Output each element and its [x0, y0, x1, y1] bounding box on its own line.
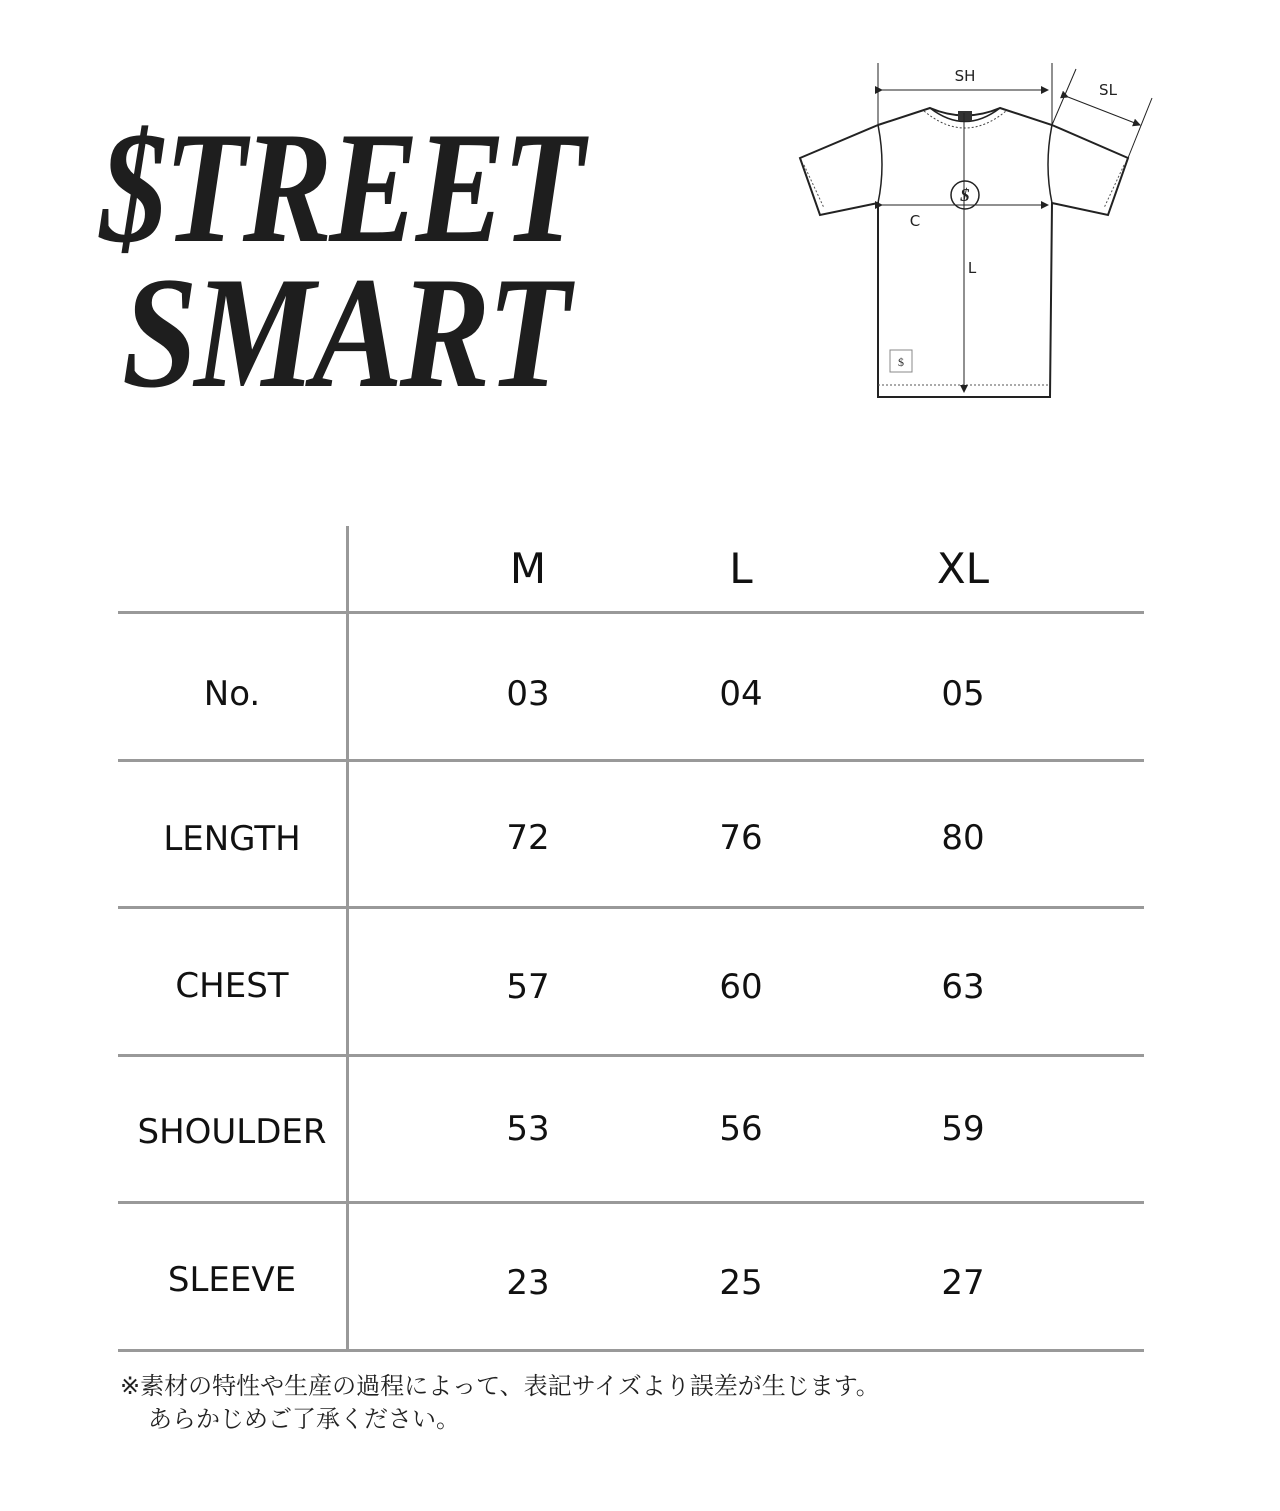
table-column-divider — [346, 526, 349, 1352]
cell-length-xl: 80 — [941, 818, 985, 858]
tshirt-measurement-diagram — [790, 55, 1170, 405]
cell-shoulder-xl: 59 — [941, 1109, 985, 1149]
table-row-divider — [118, 759, 1144, 762]
size-header-l: L — [729, 544, 753, 593]
cell-chest-m: 57 — [506, 967, 550, 1007]
table-row-divider — [118, 1054, 1144, 1057]
size-header-m: M — [509, 544, 547, 593]
row-label-shoulder: SHOULDER — [137, 1112, 327, 1152]
row-label-length: LENGTH — [163, 819, 301, 859]
cell-chest-xl: 63 — [941, 967, 985, 1007]
logo-line-2: SMART — [122, 244, 568, 422]
cell-shoulder-l: 56 — [719, 1109, 763, 1149]
row-label-sleeve: SLEEVE — [167, 1260, 297, 1300]
table-row-divider — [118, 1201, 1144, 1204]
row-label-chest: CHEST — [175, 966, 289, 1006]
cell-no-m: 03 — [506, 674, 550, 714]
table-row-divider — [118, 1349, 1144, 1352]
table-row-divider — [118, 906, 1144, 909]
svg-text:$: $ — [960, 185, 970, 205]
cell-length-l: 76 — [719, 818, 763, 858]
cell-length-m: 72 — [506, 818, 550, 858]
cell-sleeve-l: 25 — [719, 1263, 763, 1303]
row-label-no: No. — [203, 674, 261, 714]
cell-sleeve-m: 23 — [506, 1263, 550, 1303]
svg-text:$: $ — [898, 355, 904, 369]
cell-chest-l: 60 — [719, 967, 763, 1007]
size-disclaimer-note — [120, 1370, 1170, 1436]
cell-shoulder-m: 53 — [506, 1109, 550, 1149]
label-sl: SL — [1099, 81, 1117, 99]
cell-no-l: 04 — [719, 674, 763, 714]
logo-line-1: $TREET — [100, 99, 582, 277]
note-line-2: あらかじめご了承ください。 — [148, 1405, 460, 1433]
label-l: L — [967, 259, 977, 277]
label-sh: SH — [954, 67, 976, 85]
size-header-xl: XL — [936, 544, 990, 593]
cell-no-xl: 05 — [941, 674, 985, 714]
table-row-divider — [118, 611, 1144, 614]
tshirt-diagram-svg — [790, 55, 1170, 405]
label-c: C — [909, 212, 921, 230]
note-line-1: ※素材の特性や生産の過程によって、表記サイズより誤差が生じます。 — [120, 1372, 880, 1400]
cell-sleeve-xl: 27 — [941, 1263, 985, 1303]
brand-logo — [100, 99, 640, 422]
